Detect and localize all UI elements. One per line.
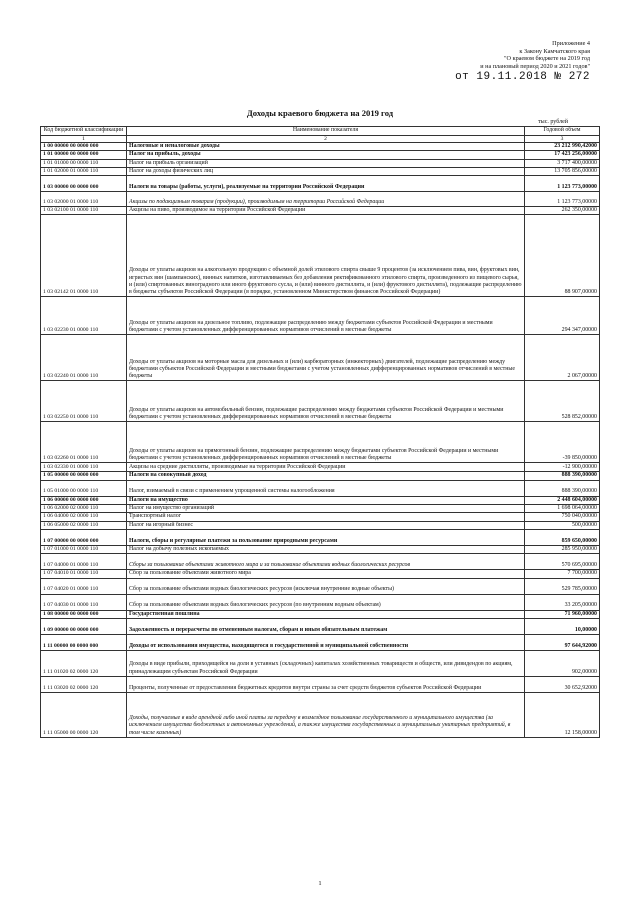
amount-cell: 7 700,00000	[525, 570, 600, 578]
table-row	[41, 176, 600, 192]
table-row	[41, 578, 600, 594]
amount-cell: 528 852,00000	[525, 381, 600, 422]
name-cell: Налоговые и неналоговые доходы	[127, 143, 525, 151]
table-row	[41, 480, 600, 496]
amount-cell: 17 423 256,00000	[525, 151, 600, 159]
revenue-table	[40, 126, 600, 738]
code-cell: 1 03 02230 01 0000 110	[41, 297, 127, 335]
name-cell: Акцизы на средние дистилляты, производимые на территории Российской Федерации	[127, 463, 525, 472]
table-row	[41, 297, 600, 335]
table-row	[41, 167, 600, 175]
code-cell: 1 05 00000 00 0000 000	[41, 472, 127, 480]
amount-cell: 902,00000	[525, 650, 600, 676]
amount-cell: 97 644,92000	[525, 634, 600, 650]
code-cell: 1 00 00000 00 0000 000	[41, 143, 127, 151]
code-cell: 1 06 04000 02 0000 110	[41, 513, 127, 521]
column-header-name: Наименование показателя	[127, 127, 525, 136]
name-cell: Налоги на товары (работы, услуги), реализуемые на территории Российской Федерации	[127, 176, 525, 192]
table-row	[41, 521, 600, 529]
table-row	[41, 554, 600, 570]
name-cell: Сборы за пользование объектами животного мира и за пользование объектами водных биологических ресурсов	[127, 554, 525, 570]
table-row	[41, 335, 600, 381]
code-cell: 1 05 01000 00 0000 110	[41, 480, 127, 496]
code-cell: 1 03 02240 01 0000 110	[41, 335, 127, 381]
table-row	[41, 151, 600, 159]
name-cell: Государственная пошлина	[127, 610, 525, 618]
amount-cell: 10,00000	[525, 618, 600, 634]
code-cell: 1 09 00000 00 0000 000	[41, 618, 127, 634]
amount-cell: 71 960,00000	[525, 610, 600, 618]
name-cell: Доходы, получаемые в виде арендной либо иной платы за передачу в возмездное пользование государственного и муниципального имущества (за исключением имущества бюджетных и автономных учреждений, а также имущества государственных и муниципальных унитарных предприятий, в том числе казенных)	[127, 692, 525, 737]
document-header	[360, 40, 590, 83]
name-cell: Доходы от уплаты акцизов на дизельное топливо, подлежащие распределению между бюджетами субъектов Российской Федерации и местными бюджетами с учетом установленных дифференцированных нормативов отчислений в местные бюджеты	[127, 297, 525, 335]
table-row	[41, 472, 600, 480]
table-row	[41, 381, 600, 422]
amount-cell: 294 347,00000	[525, 297, 600, 335]
amount-cell: 30 652,92000	[525, 676, 600, 692]
amount-cell: 3 717 400,00000	[525, 159, 600, 167]
table-row	[41, 215, 600, 297]
amount-cell: 570 695,00000	[525, 554, 600, 570]
name-cell: Налоги на имущество	[127, 496, 525, 504]
amount-cell: 750 040,00000	[525, 513, 600, 521]
table-row	[41, 634, 600, 650]
amount-cell: 262 350,00000	[525, 207, 600, 215]
code-cell: 1 11 05000 00 0000 120	[41, 692, 127, 737]
amount-cell: 2 067,00000	[525, 335, 600, 381]
code-cell: 1 11 01020 02 0000 120	[41, 650, 127, 676]
code-cell: 1 06 00000 00 0000 000	[41, 496, 127, 504]
amount-cell: 888 390,00000	[525, 472, 600, 480]
amount-cell: 88 907,00000	[525, 215, 600, 297]
name-cell: Сбор за пользование объектами водных биологических ресурсов (исключая внутренние водные объекты)	[127, 578, 525, 594]
amount-cell: 13 705 856,00000	[525, 167, 600, 175]
amount-cell: 500,00000	[525, 521, 600, 529]
header-line: Приложение 4	[552, 40, 590, 47]
column-number: 2	[127, 136, 525, 143]
code-cell: 1 07 00000 00 0000 000	[41, 529, 127, 545]
code-cell: 1 03 02142 01 0000 110	[41, 215, 127, 297]
name-cell: Доходы в виде прибыли, приходящейся на доли в уставных (складочных) капиталах хозяйственных товариществ и обществ, или дивидендов по акциям, принадлежащим субъектам Российской Федерации	[127, 650, 525, 676]
amount-cell: 529 785,00000	[525, 578, 600, 594]
header-line: и на плановый период 2020 и 2021 годов"	[480, 62, 590, 70]
name-cell: Налоги на совокупный доход	[127, 472, 525, 480]
code-cell: 1 07 01000 01 0000 110	[41, 545, 127, 553]
name-cell: Налог на добычу полезных ископаемых	[127, 545, 525, 553]
table-row	[41, 610, 600, 618]
amount-cell: 859 650,00000	[525, 529, 600, 545]
name-cell: Налог на прибыль, доходы	[127, 151, 525, 159]
table-row	[41, 463, 600, 472]
name-cell: Налог, взимаемый в связи с применением упрощенной системы налогообложения	[127, 480, 525, 496]
code-cell: 1 07 04010 01 0000 110	[41, 570, 127, 578]
header-line: "О краевом бюджете на 2019 год	[504, 55, 590, 63]
table-row	[41, 545, 600, 553]
table-row	[41, 529, 600, 545]
table-row	[41, 192, 600, 207]
table-row	[41, 650, 600, 676]
table-row	[41, 496, 600, 504]
name-cell: Налоги, сборы и регулярные платежи за пользование природными ресурсами	[127, 529, 525, 545]
page-number: 1	[318, 880, 322, 887]
date-number-stamp: от 19.11.2018 № 272	[455, 71, 590, 84]
table-row	[41, 207, 600, 215]
name-cell: Налог на доходы физических лиц	[127, 167, 525, 175]
amount-cell: 1 698 064,00000	[525, 505, 600, 513]
code-cell: 1 01 02000 01 0000 110	[41, 167, 127, 175]
code-cell: 1 08 00000 00 0000 000	[41, 610, 127, 618]
table-row	[41, 422, 600, 463]
code-cell: 1 11 03020 02 0000 120	[41, 676, 127, 692]
code-cell: 1 07 04030 01 0000 110	[41, 594, 127, 610]
name-cell: Доходы от уплаты акцизов на прямогонный бензин, подлежащие распределению между бюджетами субъектов Российской Федерации и местными бюджетами с учетом установленных дифференцированных нормативов отчислений в местные бюджеты	[127, 422, 525, 463]
code-cell: 1 07 04000 01 0000 110	[41, 554, 127, 570]
name-cell: Доходы от уплаты акцизов на алкогольную продукцию с объемной долей этилового спирта свыше 9 процентов (за исключением пива, вин, фруктовых вин, игристых вин (шампанских), винных напитков, изготавливаемых без добавления ректификованного этилового спирта, произведенного из пищевого сырья, и (или) спиртованных виноградного или иного фруктового сусла, и (или) винного дистиллята, и (или) фруктового дистиллята), подлежащие распределению в бюджеты субъектов Российской Федерации (в порядке, установленном Министерством финансов Российской Федерации)	[127, 215, 525, 297]
column-number-row	[41, 136, 600, 143]
amount-cell: 888 390,00000	[525, 480, 600, 496]
name-cell: Налог на прибыль организаций	[127, 159, 525, 167]
table-row	[41, 505, 600, 513]
amount-cell: 285 950,00000	[525, 545, 600, 553]
amount-cell: 33 205,00000	[525, 594, 600, 610]
page-title: Доходы краевого бюджета на 2019 год	[246, 108, 394, 118]
name-cell: Транспортный налог	[127, 513, 525, 521]
name-cell: Доходы от использования имущества, находящегося в государственной и муниципальной собственности	[127, 634, 525, 650]
code-cell: 1 03 02100 01 0000 110	[41, 207, 127, 215]
code-cell: 1 03 02260 01 0000 110	[41, 422, 127, 463]
column-header-code: Код бюджетной классификации	[41, 127, 127, 136]
header-line: к Закону Камчатского края	[519, 47, 590, 55]
name-cell: Задолженность и перерасчеты по отмененным налогам, сборам и иным обязательным платежам	[127, 618, 525, 634]
table-row	[41, 570, 600, 578]
amount-cell: 1 123 773,00000	[525, 192, 600, 207]
code-cell: 1 06 02000 02 0000 110	[41, 505, 127, 513]
code-cell: 1 03 02250 01 0000 110	[41, 381, 127, 422]
table-row	[41, 618, 600, 634]
column-header-amount: Годовой объем	[525, 127, 600, 136]
code-cell: 1 06 05000 02 0000 110	[41, 521, 127, 529]
code-cell: 1 03 02330 01 0000 110	[41, 463, 127, 472]
amount-cell: -39 850,00000	[525, 422, 600, 463]
table-header-row	[41, 127, 600, 136]
table-row	[41, 513, 600, 521]
amount-cell: 2 448 604,00000	[525, 496, 600, 504]
column-number: 3	[525, 136, 600, 143]
name-cell: Сбор за пользование объектами водных биологических ресурсов (по внутренним водным объектам)	[127, 594, 525, 610]
name-cell: Доходы от уплаты акцизов на моторные масла для дизельных и (или) карбюраторных (инжекторных) двигателей, подлежащие распределению между бюджетами субъектов Российской Федерации и местными бюджетами с учетом установленных дифференцированных нормативов отчислений в местные бюджеты	[127, 335, 525, 381]
name-cell: Налог на имущество организаций	[127, 505, 525, 513]
code-cell: 1 01 01000 00 0000 110	[41, 159, 127, 167]
code-cell: 1 07 04020 01 0000 110	[41, 578, 127, 594]
code-cell: 1 03 00000 00 0000 000	[41, 176, 127, 192]
amount-cell: 1 123 773,00000	[525, 176, 600, 192]
name-cell: Акцизы по подакцизным товарам (продукции), производимым на территории Российской Федерации	[127, 192, 525, 207]
table-row	[41, 692, 600, 737]
table-row	[41, 594, 600, 610]
name-cell: Проценты, полученные от предоставления бюджетных кредитов внутри страны за счет средств бюджетов субъектов Российской Федерации	[127, 676, 525, 692]
code-cell: 1 01 00000 00 0000 000	[41, 151, 127, 159]
code-cell: 1 03 02000 01 0000 110	[41, 192, 127, 207]
name-cell: Налог на игорный бизнес	[127, 521, 525, 529]
name-cell: Доходы от уплаты акцизов на автомобильный бензин, подлежащие распределению между бюджетами субъектов Российской Федерации и местными бюджетами с учетом установленных дифференцированных нормативов отчислений в местные бюджеты	[127, 381, 525, 422]
amount-cell: 12 158,00000	[525, 692, 600, 737]
column-number: 1	[41, 136, 127, 143]
amount-cell: -12 900,00000	[525, 463, 600, 472]
table-row	[41, 159, 600, 167]
name-cell: Акцизы на пиво, производимое на территории Российской Федерации	[127, 207, 525, 215]
name-cell: Сбор за пользование объектами животного мира	[127, 570, 525, 578]
amount-cell: 23 212 990,42000	[525, 143, 600, 151]
table-row	[41, 143, 600, 151]
units-label: тыс. рублей	[538, 119, 568, 125]
code-cell: 1 11 00000 00 0000 000	[41, 634, 127, 650]
table-row	[41, 676, 600, 692]
